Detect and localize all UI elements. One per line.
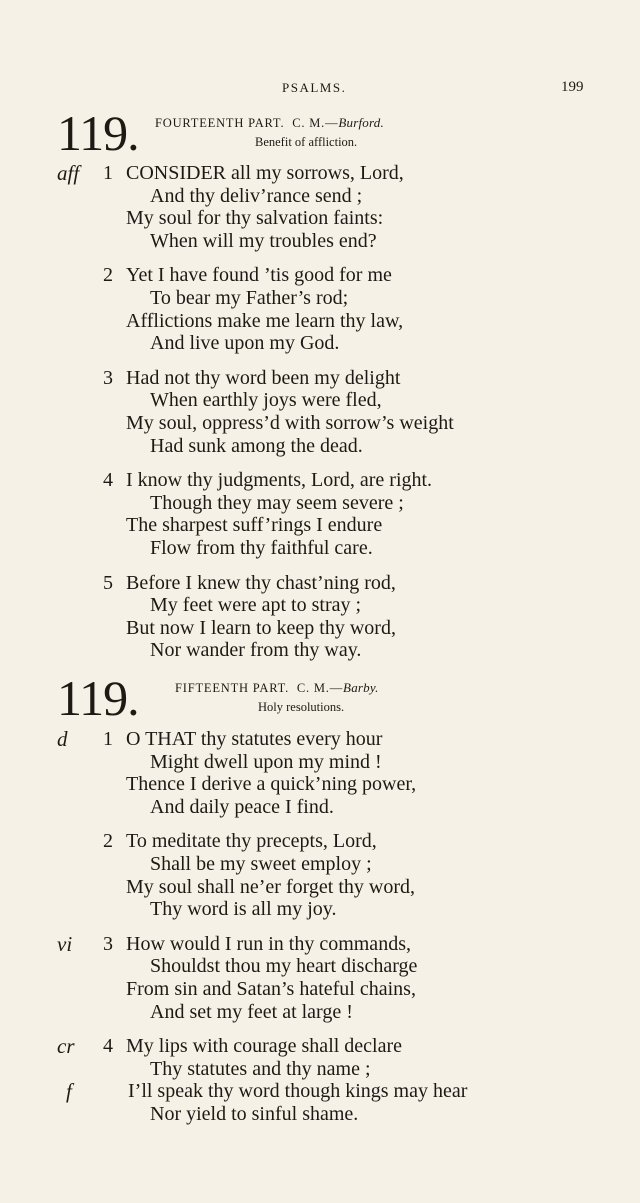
meter: C. M. — [296, 681, 330, 695]
verse-text: Afflictions make me learn thy law, — [126, 309, 404, 332]
verse-number: 3 — [103, 932, 113, 955]
verse-number: 4 — [103, 1035, 113, 1058]
verse-text: And live upon my God. — [150, 332, 340, 355]
verse-text: To bear my Father’s rod; — [150, 286, 349, 309]
stanza-3 — [0, 933, 640, 1023]
verse-text: Thence I derive a quick’ning power, — [126, 773, 417, 796]
dynamic-marking: cr — [57, 1034, 75, 1059]
verse-line — [0, 876, 640, 899]
verse-line — [0, 1080, 640, 1103]
verse-number: 4 — [103, 469, 113, 492]
hymn-number: 119. — [57, 105, 139, 161]
hymn-heading — [175, 680, 379, 696]
dynamic-marking: f — [66, 1079, 72, 1104]
verse-line — [0, 207, 640, 230]
verse-text: Shouldst thou my heart discharge — [150, 955, 418, 978]
verse-text: Had not thy word been my delight — [126, 366, 401, 389]
verse-line — [0, 1058, 640, 1081]
verse-text: My soul shall ne’er forget thy word, — [126, 875, 416, 898]
verse-text: To meditate thy precepts, Lord, — [126, 830, 377, 853]
verse-line — [0, 796, 640, 819]
stanza-1 — [0, 728, 640, 818]
verse-line — [0, 617, 640, 640]
verse-text: Though they may seem severe ; — [150, 491, 404, 514]
verse-line — [0, 332, 640, 355]
verse-number: 1 — [103, 728, 113, 750]
verse-text: Before I knew thy chast’ning rod, — [126, 571, 396, 594]
verse-text: And thy deliv’rance send ; — [150, 184, 363, 207]
verse-text: How would I run in thy commands, — [126, 932, 411, 955]
verse-line — [0, 853, 640, 876]
verse-line — [0, 639, 640, 662]
verse-text: Nor wander from thy way. — [150, 639, 362, 662]
verse-line — [0, 469, 640, 492]
stanza-3 — [0, 367, 640, 457]
verse-text: My soul for thy salvation faints: — [126, 207, 384, 230]
verse-line — [0, 230, 640, 253]
verse-line — [0, 728, 640, 751]
dynamic-marking: d — [57, 727, 68, 751]
verse-line — [0, 264, 640, 287]
tune-name: Barby. — [343, 680, 379, 695]
verse-line — [0, 492, 640, 515]
verse-line — [0, 389, 640, 412]
verse-text: CONSIDER all my sorrows, Lord, — [126, 162, 404, 184]
verse-text: O THAT thy statutes every hour — [126, 728, 383, 750]
dash: — — [329, 681, 344, 695]
verse-line — [0, 773, 640, 796]
verse-line — [0, 162, 640, 185]
verse-number: 5 — [103, 571, 113, 594]
verse-line — [0, 572, 640, 595]
verse-line — [0, 537, 640, 560]
verse-text: Might dwell upon my mind ! — [150, 750, 382, 773]
verse-text: When earthly joys were fled, — [150, 389, 382, 412]
verse-line — [0, 751, 640, 774]
verse-number: 1 — [103, 162, 113, 184]
hymn-subtitle: Benefit of affliction. — [255, 135, 358, 149]
verse-line — [0, 367, 640, 390]
dynamic-marking: aff — [57, 161, 80, 185]
page-number: 199 — [561, 79, 584, 95]
verse-line — [0, 310, 640, 333]
verse-line — [0, 287, 640, 310]
stanza-5 — [0, 572, 640, 662]
verse-line — [0, 830, 640, 853]
running-head — [0, 80, 640, 100]
verse-text: Thy statutes and thy name ; — [150, 1057, 371, 1080]
verse-line — [0, 435, 640, 458]
verse-text: Flow from thy faithful care. — [150, 536, 373, 559]
verse-text: But now I learn to keep thy word, — [126, 616, 396, 639]
hymn-heading — [155, 115, 384, 131]
verse-text: Nor yield to sinful shame. — [150, 1102, 359, 1125]
verse-text: Yet I have found ’tis good for me — [126, 264, 392, 287]
verse-text: I know thy judgments, Lord, are right. — [126, 469, 433, 492]
verse-text: The sharpest suff’rings I endure — [126, 514, 383, 537]
verse-text: Had sunk among the dead. — [150, 434, 363, 457]
hymn-fourteenth-part — [0, 105, 640, 671]
dynamic-marking: vi — [57, 931, 73, 956]
verse-line — [0, 1001, 640, 1024]
verse-number: 2 — [103, 830, 113, 853]
verse-text: And set my feet at large ! — [150, 1000, 353, 1023]
part-label: FIFTEENTH PART. — [175, 681, 290, 695]
meter: C. M. — [292, 116, 326, 130]
hymn-number: 119. — [57, 670, 139, 726]
verse-text: My lips with courage shall declare — [126, 1035, 403, 1058]
stanza-2 — [0, 830, 640, 920]
tune-name: Burford. — [338, 115, 384, 130]
verse-line — [0, 594, 640, 617]
verse-line — [0, 898, 640, 921]
part-label: FOURTEENTH PART. — [155, 116, 285, 130]
stanza-4 — [0, 469, 640, 559]
verse-text: I’ll speak thy word though kings may hear — [128, 1080, 468, 1103]
verse-line — [0, 514, 640, 537]
hymn-fifteenth-part — [0, 670, 640, 1135]
verse-text: And daily peace I find. — [150, 795, 334, 818]
stanza-2 — [0, 264, 640, 354]
verse-text: My feet were apt to stray ; — [150, 594, 362, 617]
verse-text: When will my troubles end? — [150, 229, 377, 252]
stanza-1 — [0, 162, 640, 252]
verse-number: 3 — [103, 366, 113, 389]
verse-line — [0, 412, 640, 435]
stanza-4 — [0, 1035, 640, 1125]
verse-text: Thy word is all my joy. — [150, 898, 337, 921]
verse-line — [0, 1103, 640, 1126]
verse-line — [0, 955, 640, 978]
verse-text: Shall be my sweet employ ; — [150, 852, 372, 875]
hymn-subtitle: Holy resolutions. — [258, 700, 345, 714]
dash: — — [325, 116, 339, 130]
verse-line — [0, 978, 640, 1001]
verse-line — [0, 1035, 640, 1058]
verse-text: My soul, oppress’d with sorrow’s weight — [126, 411, 454, 434]
verse-line — [0, 933, 640, 956]
verse-text: From sin and Satan’s hateful chains, — [126, 977, 416, 1000]
verse-number: 2 — [103, 264, 113, 287]
running-title: PSALMS. — [282, 80, 347, 95]
verse-line — [0, 185, 640, 208]
